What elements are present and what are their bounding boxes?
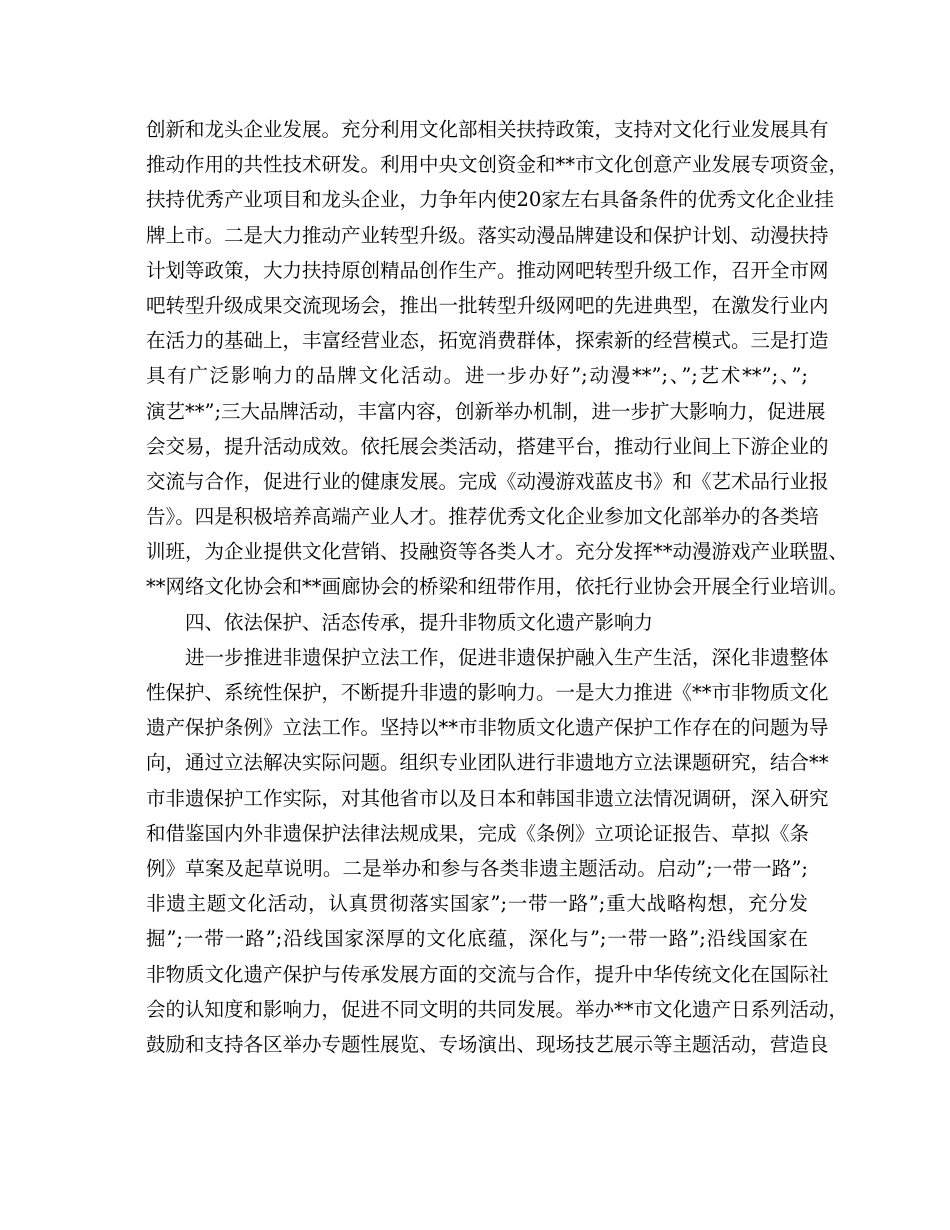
paragraph-first-line: 进一步推进非遗保护立法工作，促进非遗保护融入生产生活，深化非遗整体 bbox=[185, 645, 829, 669]
text-line: 非遗主题文化活动，认真贯彻落实国家”;一带一路”;重大战略构想，充分发 bbox=[146, 892, 808, 916]
text-line: 创新和龙头企业发展。充分利用文化部相关扶持政策，支持对文化行业发展具有 bbox=[146, 118, 829, 141]
text-line: 鼓励和支持各区举办专题性展览、专场演出、现场技艺展示等主题活动，营造良 bbox=[146, 1032, 829, 1056]
text-line: 遗产保护条例》立法工作。坚持以**市非物质文化遗产保护工作存在的问题为导 bbox=[146, 716, 829, 740]
text-line: 会的认知度和影响力，促进不同文明的共同发展。举办**市文化遗产日系列活动， bbox=[146, 997, 849, 1021]
text-line: 推动作用的共性技术研发。利用中央文创资金和**市文化创意产业发展专项资金， bbox=[146, 153, 849, 177]
text-line: **网络文化协会和**画廊协会的桥梁和纽带作用，依托行业协会开展全行业培训。 bbox=[146, 575, 849, 599]
text-line: 和借鉴国内外非遗保护法律法规成果，完成《条例》立项论证报告、草拟《条 bbox=[146, 821, 810, 845]
document-body bbox=[146, 112, 849, 1062]
text-line: 掘”;一带一路”;沿线国家深厚的文化底蕴，深化与”;一带一路”;沿线国家在 bbox=[146, 927, 808, 951]
text-line: 交流与合作，促进行业的健康发展。完成《动漫游戏蓝皮书》和《艺术品行业报 bbox=[146, 469, 829, 493]
text-line: 性保护、系统性保护，不断提升非遗的影响力。一是大力推进《**市非物质文化 bbox=[146, 681, 829, 704]
text-line: 告》。四是积极培养高端产业人才。推荐优秀文化企业参加文化部举办的各类培 bbox=[146, 505, 819, 529]
text-line: 非物质文化遗产保护与传承发展方面的交流与合作，提升中华传统文化在国际社 bbox=[146, 962, 829, 986]
text-line: 训班，为企业提供文化营销、投融资等各类人才。充分发挥**动漫游戏产业联盟、 bbox=[146, 540, 849, 564]
text-line: 吧转型升级成果交流现场会，推出一批转型升级网吧的先进典型，在激发行业内 bbox=[146, 293, 829, 317]
text-line: 演艺**”;三大品牌活动，丰富内容，创新举办机制，进一步扩大影响力，促进展 bbox=[146, 399, 826, 423]
text-line: 扶持优秀产业项目和龙头企业，力争年内使20家左右具备条件的优秀文化企业挂 bbox=[146, 188, 834, 212]
text-line: 在活力的基础上，丰富经营业态，拓宽消费群体，探索新的经营模式。三是打造 bbox=[146, 329, 829, 353]
text-line: 具有广泛影响力的品牌文化活动。进一步办好”;动漫**”;、”;艺术**”;、”; bbox=[146, 364, 808, 388]
text-line: 市非遗保护工作实际，对其他省市以及日本和韩国非遗立法情况调研，深入研究 bbox=[146, 786, 829, 810]
text-line: 牌上市。二是大力推动产业转型升级。落实动漫品牌建设和保护计划、动漫扶持 bbox=[146, 223, 829, 247]
section-heading: 四、依法保护、活态传承，提升非物质文化遗产影响力 bbox=[185, 610, 654, 634]
text-line: 计划等政策，大力扶持原创精品创作生产。推动网吧转型升级工作，召开全市网 bbox=[146, 258, 829, 282]
text-line: 向，通过立法解决实际问题。组织专业团队进行非遗地方立法课题研究，结合** bbox=[146, 751, 829, 775]
text-line: 会交易，提升活动成效。依托展会类活动，搭建平台，推动行业间上下游企业的 bbox=[146, 434, 829, 458]
text-line: 例》草案及起草说明。二是举办和参与各类非遗主题活动。启动”;一带一路”; bbox=[146, 856, 808, 880]
